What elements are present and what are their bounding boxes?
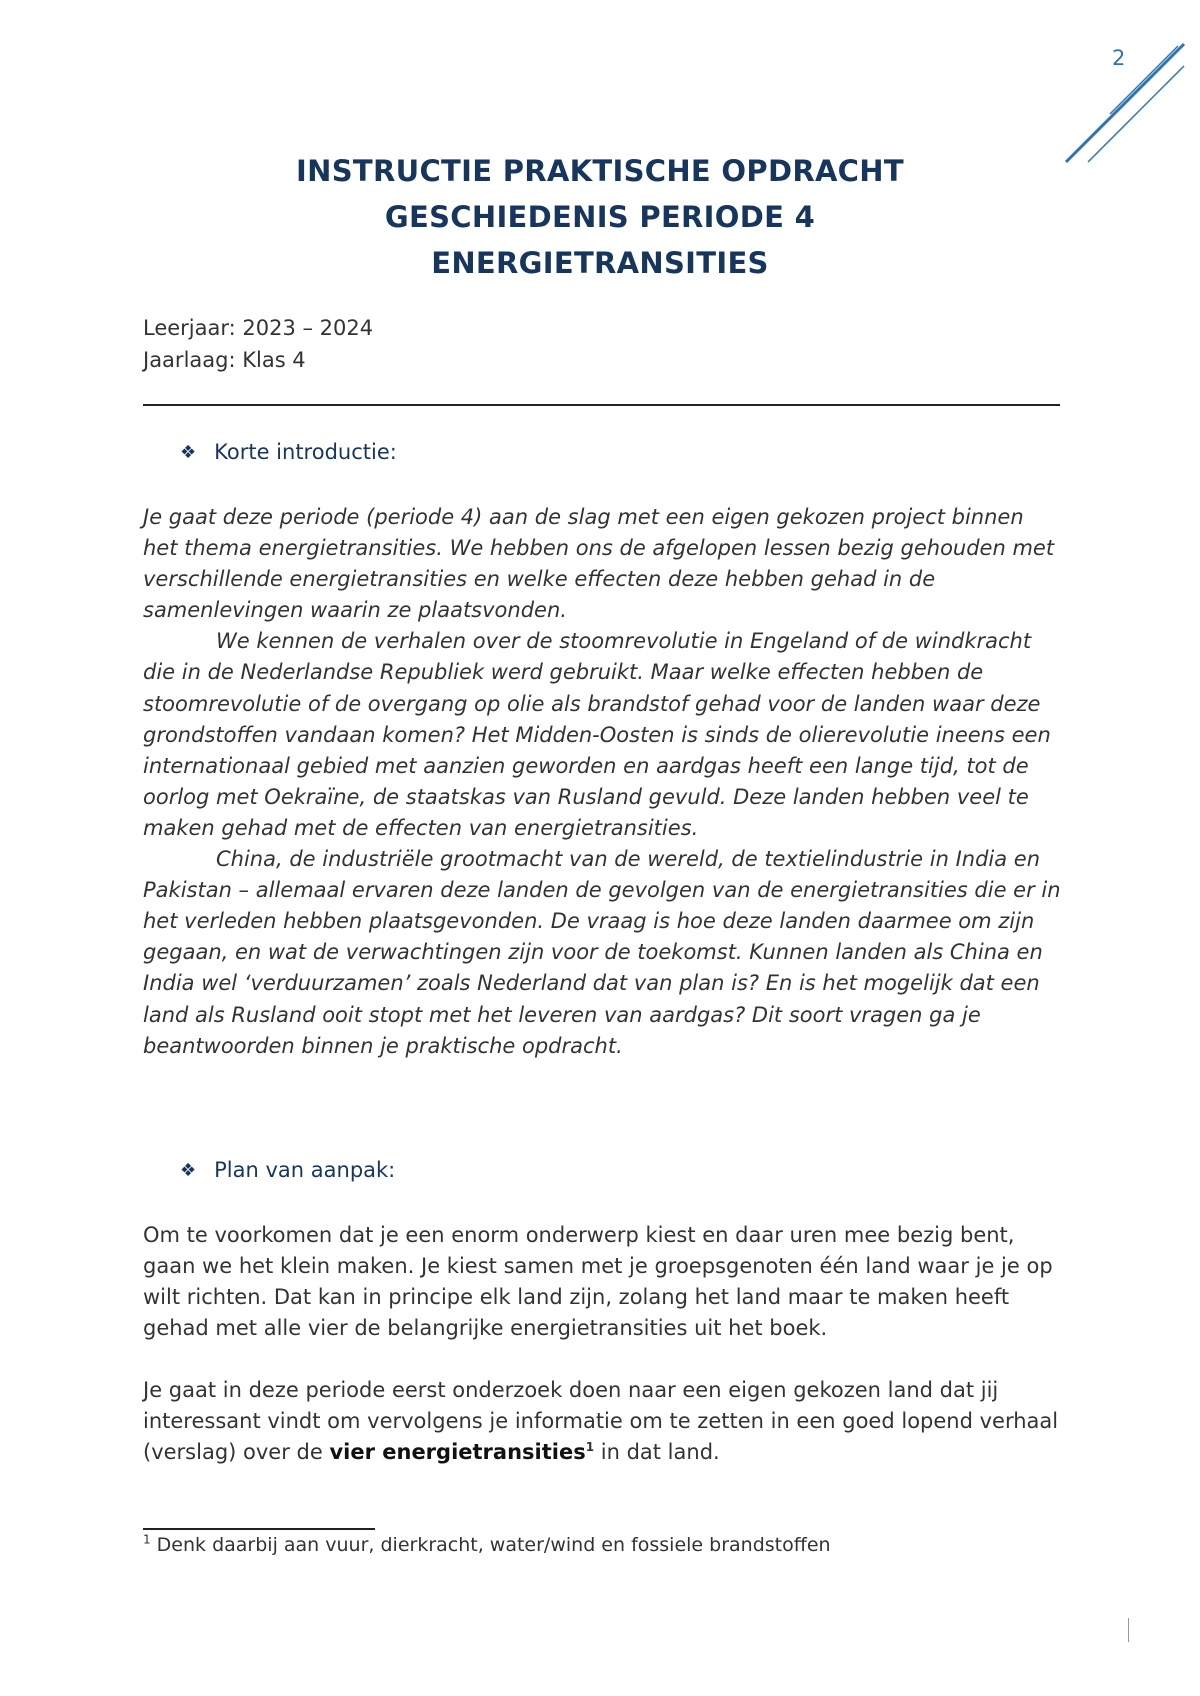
intro-heading-label: Korte introductie: <box>214 440 397 464</box>
intro-heading <box>180 440 397 464</box>
horizontal-rule <box>143 404 1060 406</box>
plan-heading <box>180 1158 395 1182</box>
title-line-1: INSTRUCTIE PRAKTISCHE OPDRACHT <box>296 154 904 188</box>
diamond-icon: ❖ <box>180 441 197 463</box>
plan-paragraph-2 <box>143 1375 1063 1468</box>
title-line-2: GESCHIEDENIS PERIODE 4 <box>384 200 816 234</box>
plan-paragraph-2-end: in dat land. <box>594 1440 720 1465</box>
footnote-marker: 1 <box>143 1532 151 1547</box>
plan-paragraph-2-bold: vier energietransities <box>329 1440 586 1465</box>
intro-paragraph-3: China, de industriële grootmacht van de wereld, de textielindustrie in India en Pakistan – allemaal ervaren deze landen de gevolgen van de energietransities die er in het verleden hebben plaatsgevonden. De vraag is hoe deze landen daarmee om zijn gegaan, en wat de verwachtingen zijn voor de toekomst. Kunnen landen als China en India wel ‘verduurzamen’ zoals Nederland dat van plan is? En is het mogelijk dat een land als Rusland ooit stopt met het leveren van aardgas? Dit soort vragen ga je beantwoorden binnen je praktische opdracht. <box>143 847 1061 1058</box>
diamond-icon: ❖ <box>180 1159 197 1181</box>
document-title <box>0 148 1200 286</box>
footnote-text: Denk daarbij aan vuur, dierkracht, water/wind en fossiele brandstoffen <box>150 1534 831 1556</box>
intro-text <box>143 502 1063 1062</box>
leerjaar: Leerjaar: 2023 – 2024 <box>143 316 374 340</box>
footnote-reference[interactable]: 1 <box>585 1440 595 1455</box>
plan-paragraph-1-block <box>143 1220 1063 1344</box>
plan-paragraph-2-start: Je gaat in deze periode eerst onderzoek doen naar een eigen gekozen land dat jij interessant vindt om vervolgens je informatie om te zetten in een goed lopend verhaal (verslag) over de <box>143 1378 1059 1465</box>
footer-line <box>1128 1618 1129 1642</box>
jaarlaag: Jaarlaag: Klas 4 <box>143 348 306 372</box>
title-line-3: ENERGIETRANSITIES <box>431 246 769 280</box>
plan-paragraph-2-block <box>143 1375 1063 1468</box>
page-number: 2 <box>1112 46 1126 70</box>
intro-paragraph-2: We kennen de verhalen over de stoomrevolutie in Engeland of de windkracht die in de Nederlandse Republiek werd gebruikt. Maar welke effecten hebben de stoomrevolutie of de overgang op olie als brandstof gehad voor de landen waar deze grondstoffen vandaan komen? Het Midden-Oosten is sinds de olierevolutie ineens een internationaal gebied met aanzien geworden en aardgas heeft een lange tijd, tot de oorlog met Oekraïne, de staatskas van Rusland gevuld. Deze landen hebben veel te maken gehad met de effecten van energietransities. <box>143 629 1051 840</box>
document-meta <box>143 312 373 376</box>
plan-heading-label: Plan van aanpak: <box>214 1158 396 1182</box>
footnote <box>143 1534 831 1556</box>
plan-paragraph-1: Om te voorkomen dat je een enorm onderwerp kiest en daar uren mee bezig bent, gaan we het klein maken. Je kiest samen met je groepsgenoten één land waar je je op wilt richten. Dat kan in principe elk land zijn, zolang het land maar te maken heeft gehad met alle vier de belangrijke energietransities uit het boek. <box>143 1223 1053 1341</box>
footnote-separator <box>143 1528 375 1530</box>
intro-paragraph-1: Je gaat deze periode (periode 4) aan de slag met een eigen gekozen project binnen het thema energietransities. We hebben ons de afgelopen lessen bezig gehouden met verschillende energietransities en welke effecten deze hebben gehad in de samenlevingen waarin ze plaatsvonden. <box>143 505 1055 623</box>
